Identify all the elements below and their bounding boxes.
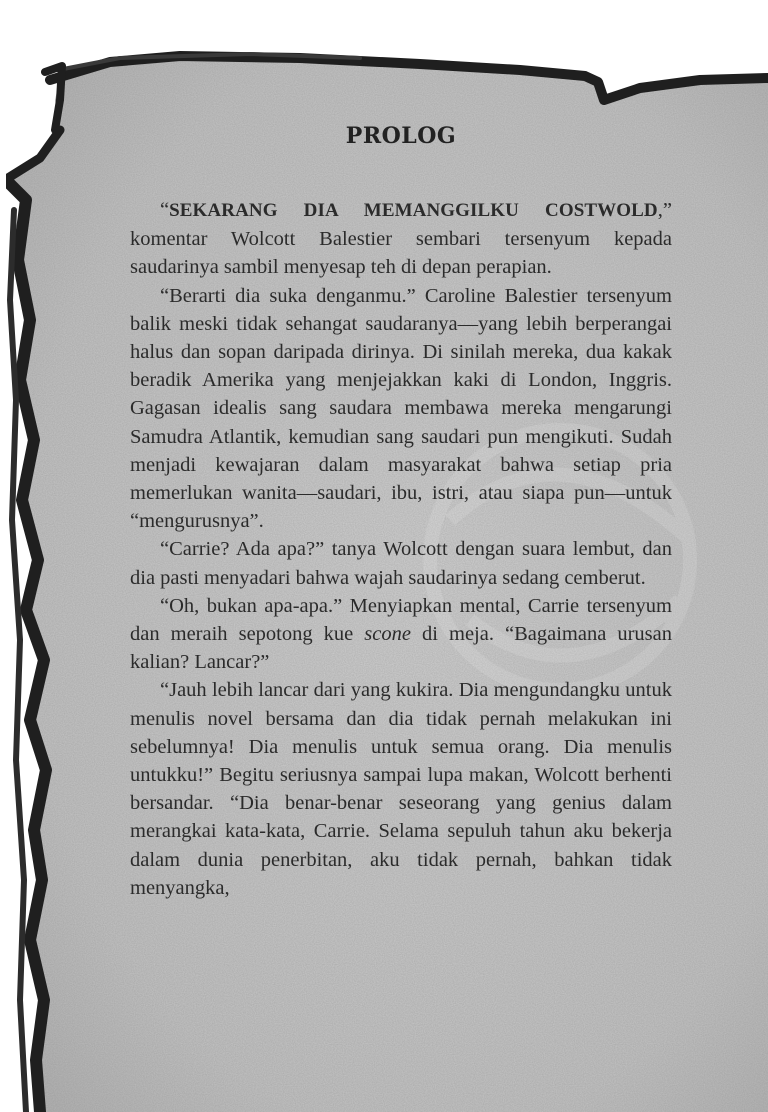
paragraph-4 <box>130 592 672 677</box>
italic-word: scone <box>364 623 411 646</box>
lead-caps: SEKARANG DIA MEMANGGILKU COSTWOLD <box>169 200 658 221</box>
paragraph-1-rest: ,” komentar Wolcott Balestier sembari tersenyum kepada saudarinya sambil menyesap teh di depan perapian. <box>130 199 672 279</box>
body-text <box>130 196 672 902</box>
open-quote: “ <box>160 199 170 221</box>
paragraph-4-before: “Oh, bukan apa-apa.” Menyiapkan mental, Carrie tersenyum dan meraih sepotong kue <box>130 594 672 646</box>
paragraph-3: “Carrie? Ada apa?” tanya Wolcott dengan suara lembut, dan dia pasti menyadari bahwa wajah saudarinya sedang cemberut. <box>130 538 672 589</box>
paragraph-1 <box>130 196 672 282</box>
chapter-title: PROLOG <box>345 123 457 149</box>
text-block <box>130 108 672 902</box>
paragraph-5: “Jauh lebih lancar dari yang kukira. Dia mengundangku untuk menulis novel bersama dan dia tidak pernah melakukan ini sebelumnya! Dia menulis untuk semua orang. Dia menulis untukku!” Begitu seriusnya sampai lupa makan, Wolcott berhenti bersandar. “Dia benar-benar seseorang yang genius dalam merangkai kata-kata, Carrie. Selama sepuluh tahun aku bekerja dalam dunia penerbitan, aku tidak pernah, bahkan tidak menyangka, <box>130 679 672 899</box>
paragraph-4-after: di meja. “Bagaimana urusan kalian? Lancar?” <box>130 623 673 674</box>
paragraph-2: “Berarti dia suka denganmu.” Caroline Balestier tersenyum balik meski tidak sehangat saudaranya—yang lebih berperangai halus dan sopan daripada dirinya. Di sinilah mereka, dua kakak beradik Amerika yang menjejakkan kaki di London, Inggris. Gagasan idealis sang saudara membawa mereka mengarungi Samudra Atlantik, kemudian sang saudari pun mengikuti. Sudah menjadi kewajaran dalam masyarakat bahwa setiap pria memerlukan wanita—saudari, ibu, istri, atau siapa pun—untuk “mengurusnya”. <box>130 284 672 533</box>
